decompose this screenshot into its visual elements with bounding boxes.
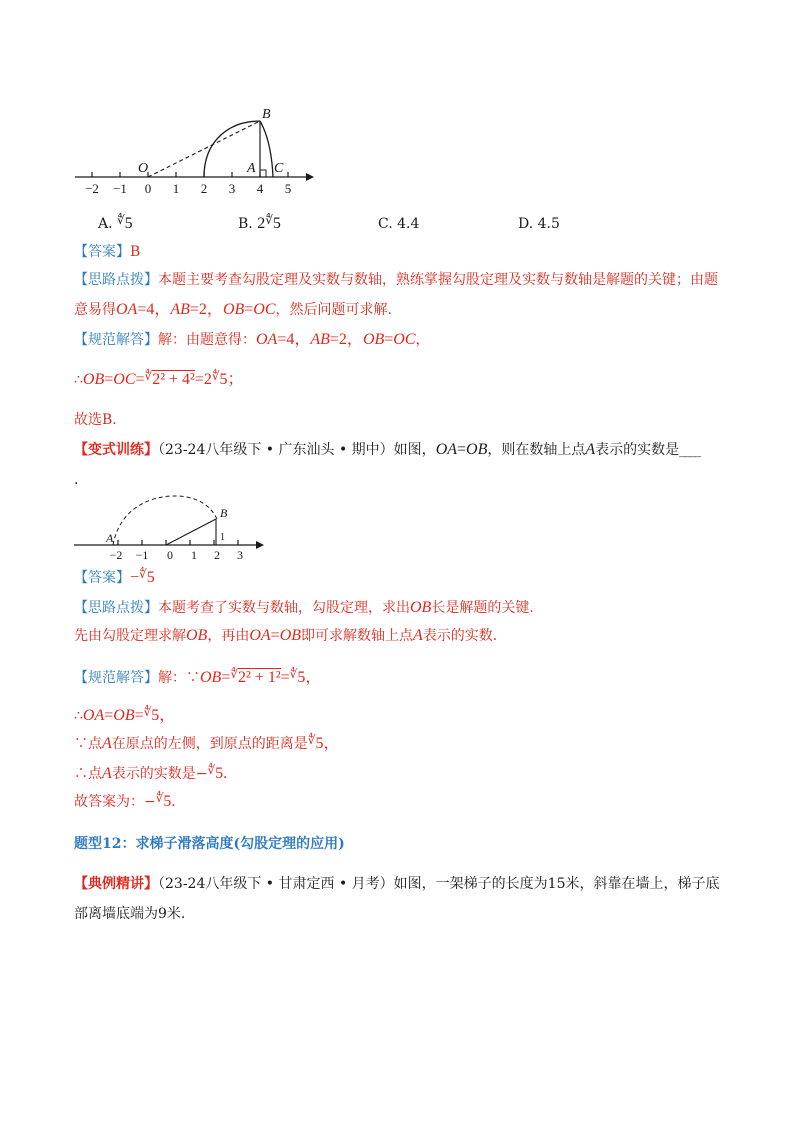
option-d: D. 4.5 <box>518 216 560 232</box>
tick-label: 1 <box>172 181 180 195</box>
tick-label: −2 <box>109 548 123 562</box>
example-line-1: 【典例精讲】（23-24八年级下 • 甘肃定西 • 月考）如图，一架梯子的长度为15米，斜靠在墙上，梯子底 <box>74 876 720 892</box>
tick-label: −1 <box>135 548 149 562</box>
tick-label: 2 <box>214 548 220 562</box>
right-angle-mark <box>260 170 266 177</box>
tick-label: 1 <box>191 548 197 562</box>
tick-label: 0 <box>144 181 152 195</box>
axis-arrow <box>306 173 314 181</box>
tick-label: −1 <box>113 181 127 195</box>
section-heading: 题型12：求梯子滑落高度(勾股定理的应用) <box>74 836 345 852</box>
variant-solution-line-5: 故答案为：−∜5. <box>74 791 176 810</box>
point-label-c: C <box>274 161 284 176</box>
option-c: C. 4.4 <box>378 216 420 232</box>
variant-tag: 【变式训练】 <box>74 442 158 458</box>
variant-dot: . <box>74 472 79 488</box>
solution-tag: 【规范解答】 <box>74 332 158 348</box>
variant-solution-line-3: ∵点A在原点的左侧，到原点的距离是∜5， <box>74 733 340 752</box>
tick-label: 3 <box>228 181 236 195</box>
hint-line-1: 【思路点拨】本题主要考查勾股定理及实数与数轴，熟练掌握勾股定理及实数与数轴是解题的关键；由题 <box>74 272 718 288</box>
tick-label: 0 <box>167 548 173 562</box>
hint-tag: 【思路点拨】 <box>74 600 158 616</box>
variant-hint-line-2: 先由勾股定理求解OB，再由OA=OB即可求解数轴上点A表示的实数. <box>74 627 498 644</box>
solution-line-2: ∴OB=OC=∜2² + 4²=2∜5； <box>74 369 244 388</box>
choose-line: 故选B. <box>74 412 117 428</box>
tick-label: 2 <box>200 181 208 195</box>
variant-hint-line-1: 【思路点拨】本题考查了实数与数轴，勾股定理，求出OB长是解题的关键. <box>74 599 534 616</box>
example-tag: 【典例精讲】 <box>74 876 158 892</box>
point-label-b: B <box>220 506 228 520</box>
side-length-label: 1 <box>220 532 225 543</box>
tick-label: 4 <box>256 181 264 195</box>
axis-ticks <box>92 172 288 177</box>
answer-value: B <box>130 244 141 260</box>
arc-dashed <box>113 496 217 545</box>
option-b: B. 2∜5 <box>238 213 281 232</box>
figure-number-line-1 <box>70 100 320 195</box>
axis-arrow <box>256 541 264 549</box>
variant-solution-line-4: ∴点A表示的实数是−∜5. <box>74 763 228 782</box>
hint-tag: 【思路点拨】 <box>74 272 158 288</box>
point-label-a: A <box>106 531 114 545</box>
variant-solution-line-2: ∴OA=OB=∜5， <box>74 705 176 724</box>
answer-tag: 【答案】 <box>74 244 130 260</box>
answer-line <box>74 242 140 262</box>
solution-tag: 【规范解答】 <box>74 670 158 686</box>
point-label-a: A <box>247 161 256 176</box>
segment-ob <box>166 519 216 545</box>
tick-label: 3 <box>237 548 243 562</box>
answer-tag: 【答案】 <box>74 570 130 586</box>
arc-to-c <box>260 121 273 177</box>
figure-number-line-2 <box>70 488 270 566</box>
point-label-b: B <box>262 107 271 122</box>
hint-line-2: 意易得OA=4，AB=2，OB=OC，然后问题可求解. <box>74 301 392 318</box>
variant-answer-line: 【答案】−∜5 <box>74 567 155 586</box>
example-line-2: 部离墙底端为9米. <box>74 906 186 922</box>
tick-label: 5 <box>284 181 292 195</box>
variant-solution-line-1: 【规范解答】解：∵OB=∜2² + 1²=∜5， <box>74 667 322 686</box>
solution-line-1: 【规范解答】解：由题意得：OA=4，AB=2，OB=OC， <box>74 331 430 348</box>
variant-stem: 【变式训练】（23-24八年级下 • 广东汕头 • 期中）如图，OA=OB，则在数轴上点A表示的实数是____ <box>74 441 700 458</box>
tick-label: −2 <box>85 181 99 195</box>
point-label-o: O <box>138 161 149 176</box>
answer-blank: ____ <box>679 442 700 458</box>
option-a: A. ∜5 <box>98 213 133 232</box>
